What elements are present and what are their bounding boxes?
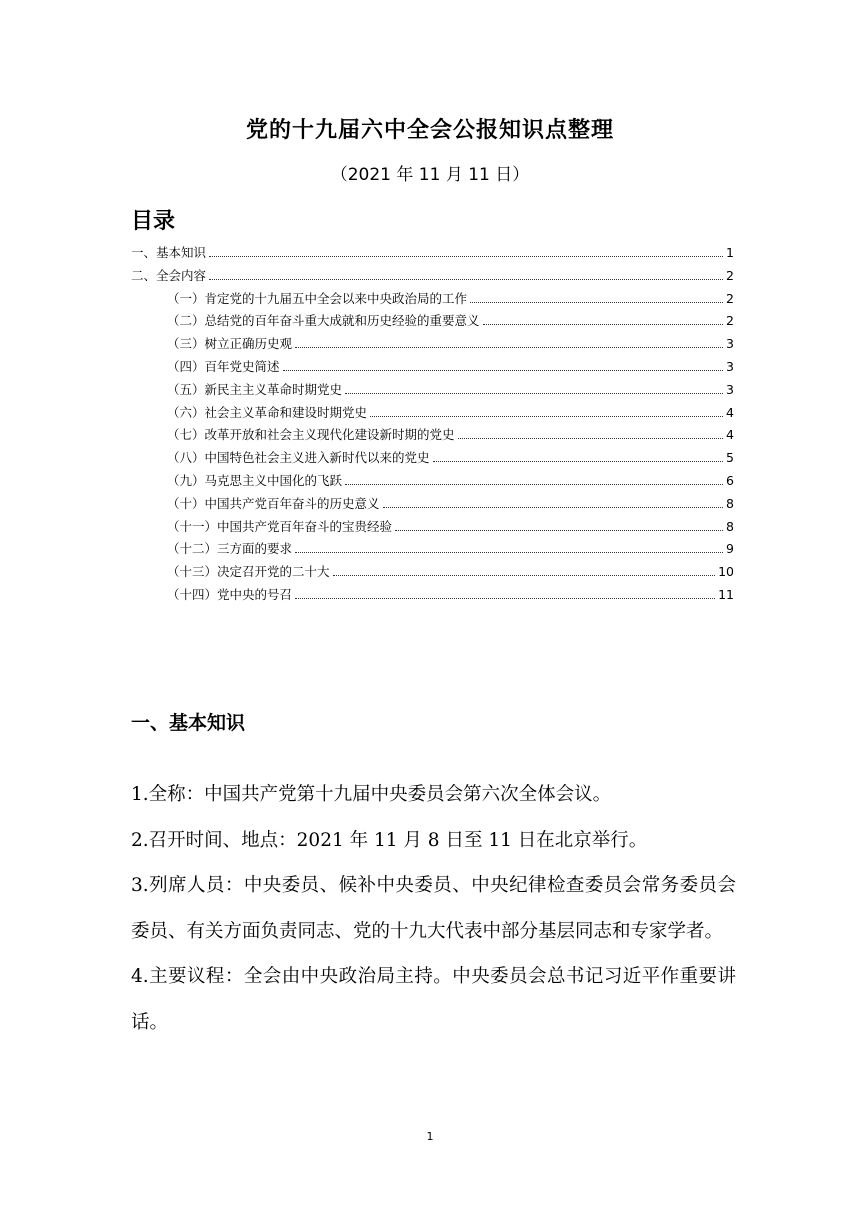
toc-entry-text: （九）马克思主义中国化的飞跃 <box>167 472 343 488</box>
toc-entry-page: 9 <box>726 541 734 557</box>
toc-entry-text: （三）树立正确历史观 <box>167 336 293 352</box>
toc-entry-text: （一）肯定党的十九届五中全会以来中央政治局的工作 <box>167 290 468 306</box>
toc-entry-page: 3 <box>726 336 734 352</box>
section-heading: 一、基本知识 <box>131 712 246 734</box>
toc-leader-dots <box>295 583 715 599</box>
toc-leader-dots <box>370 401 723 417</box>
toc-leader-dots <box>209 241 723 257</box>
toc-entry-text: （六）社会主义革命和建设时期党史 <box>167 404 368 420</box>
toc-entry-text: （八）中国特色社会主义进入新时代以来的党史 <box>167 450 430 466</box>
toc-entry[interactable] <box>131 241 734 264</box>
body-paragraph: 2.召开时间、地点：2021 年 11 月 8 日至 11 日在北京举行。 <box>131 829 648 851</box>
toc-entry-text: （十四）党中央的号召 <box>167 586 293 602</box>
toc-entry-text: （四）百年党史简述 <box>167 358 280 374</box>
toc-leader-dots <box>283 355 724 371</box>
page-number: 1 <box>426 1130 434 1143</box>
toc-entry[interactable] <box>131 583 734 606</box>
toc-entry-text: （二）总结党的百年奋斗重大成就和历史经验的重要意义 <box>167 313 480 329</box>
toc-entry-page: 2 <box>726 267 734 283</box>
document-title: 党的十九届六中全会公报知识点整理 <box>245 118 614 143</box>
toc-entry-text: （五）新民主主义革命时期党史 <box>167 381 343 397</box>
body-paragraph: 4.主要议程：全会由中央政治局主持。中央委员会总书记习近平作重要讲话。 <box>131 966 736 1033</box>
document-date: （2021 年 11 月 11 日） <box>330 165 530 185</box>
toc-entry-text: （十二）三方面的要求 <box>167 541 293 557</box>
toc-entry[interactable] <box>131 537 734 560</box>
toc-entry-page: 8 <box>726 495 734 511</box>
toc-entry-page: 4 <box>726 427 734 443</box>
toc-leader-dots <box>433 446 724 462</box>
toc-entry[interactable] <box>131 446 734 469</box>
toc-entry-page: 3 <box>726 381 734 397</box>
toc-entry-page: 10 <box>718 564 734 580</box>
toc-entry-page: 1 <box>726 245 734 260</box>
toc-entry[interactable] <box>131 355 734 378</box>
toc-leader-dots <box>383 492 724 508</box>
toc-leader-dots <box>295 332 723 348</box>
toc-entry-text: （七）改革开放和社会主义现代化建设新时期的党史 <box>167 427 455 443</box>
toc-entry[interactable] <box>131 560 734 583</box>
toc-entry-page: 4 <box>726 404 734 420</box>
toc-entry[interactable] <box>131 378 734 401</box>
toc-entry-page: 8 <box>726 518 734 534</box>
toc-leader-dots <box>333 560 716 576</box>
toc-entry-text: （十三）决定召开党的二十大 <box>167 564 330 580</box>
toc-heading: 目录 <box>131 209 176 234</box>
toc-entry[interactable] <box>131 332 734 355</box>
toc-leader-dots <box>470 287 723 303</box>
toc-entry[interactable] <box>131 423 734 446</box>
toc-entry[interactable] <box>131 469 734 492</box>
toc-entry[interactable] <box>131 515 734 538</box>
toc-leader-dots <box>345 469 723 485</box>
toc-entry[interactable] <box>131 492 734 515</box>
table-of-contents <box>131 241 734 606</box>
toc-entry-text: （十）中国共产党百年奋斗的历史意义 <box>167 495 380 511</box>
toc-entry-page: 5 <box>726 450 734 466</box>
body-paragraph: 3.列席人员：中央委员、候补中央委员、中央纪律检查委员会常务委员会委员、有关方面负责同志、党的十九大代表中部分基层同志和专家学者。 <box>131 875 736 942</box>
toc-entry-page: 3 <box>726 358 734 374</box>
toc-leader-dots <box>209 264 723 280</box>
toc-leader-dots <box>483 309 724 325</box>
toc-leader-dots <box>295 537 723 553</box>
body-paragraph: 1.全称：中国共产党第十九届中央委员会第六次全体会议。 <box>131 784 612 805</box>
toc-entry-page: 6 <box>726 472 734 488</box>
section-body <box>131 772 736 1045</box>
toc-leader-dots <box>345 378 723 394</box>
toc-entry[interactable] <box>131 309 734 332</box>
toc-entry-text: 一、基本知识 <box>131 245 207 260</box>
toc-entry-text: 二、全会内容 <box>131 267 207 283</box>
toc-entry[interactable] <box>131 401 734 424</box>
toc-entry[interactable] <box>131 287 734 310</box>
toc-leader-dots <box>395 515 723 531</box>
toc-entry-page: 2 <box>726 290 734 306</box>
toc-entry-text: （十一）中国共产党百年奋斗的宝贵经验 <box>167 518 393 534</box>
toc-entry-page: 11 <box>718 586 734 602</box>
toc-entry[interactable] <box>131 264 734 287</box>
toc-leader-dots <box>458 423 724 439</box>
toc-entry-page: 2 <box>726 313 734 329</box>
